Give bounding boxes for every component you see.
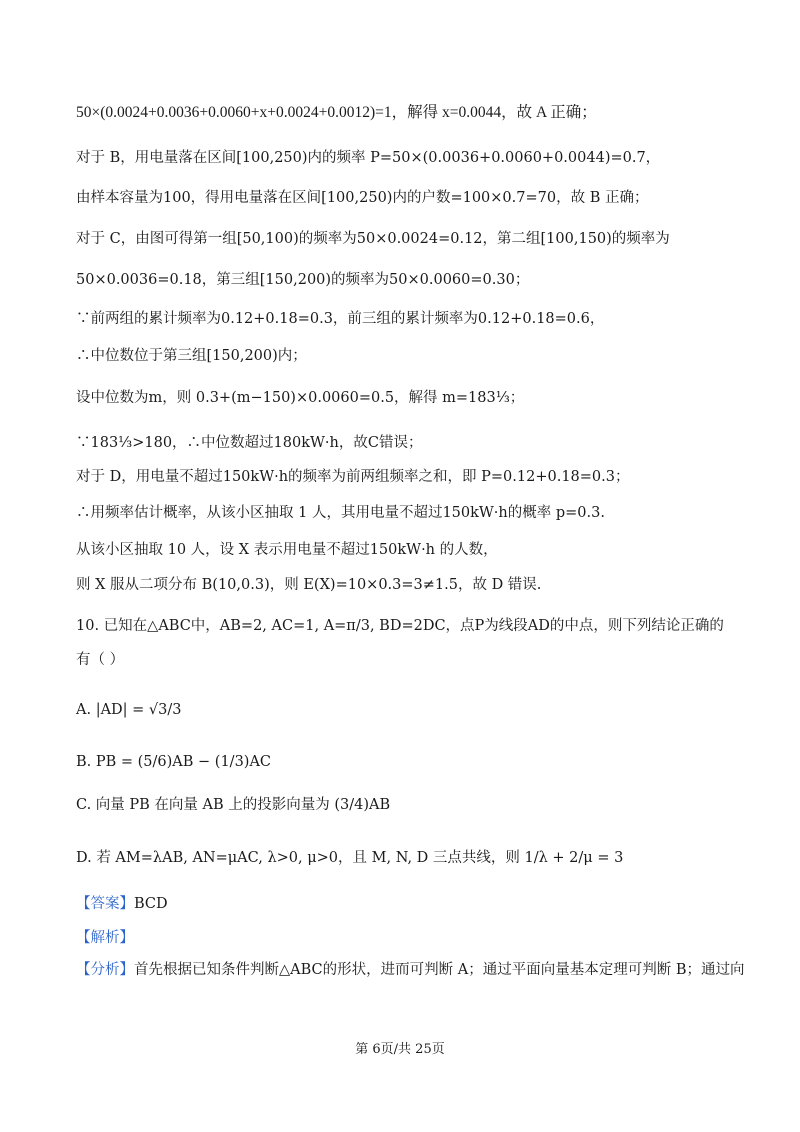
text-line: ∴中位数位于第三组[150,200)内； [76,348,307,364]
answer-line [76,894,760,914]
text-line: 从该小区抽取 10 人，设 X 表示用电量不超过150kW·h 的人数， [76,542,498,558]
section-text: BCD [134,896,168,912]
section-tag: 【分析】 [76,962,134,978]
text-line: ∴用频率估计概率，从该小区抽取 1 人，其用电量不超过150kW·h的概率 p=0.3. [76,505,605,521]
text-line: ∵183⅓>180，∴中位数超过180kW·h，故C错误； [76,435,423,451]
question-10-stem: 10. 已知在△ABC中，AB=2, AC=1, A=π/3, BD=2DC，点P为线段AD的中点，则下列结论正确的 [76,618,724,634]
text-line: ∵前两组的累计频率为0.12+0.18=0.3，前三组的累计频率为0.12+0.18=0.6， [76,311,605,327]
text-line: 对于 B，用电量落在区间[100,250)内的频率 P=50×(0.0036+0.0060+0.0044)=0.7， [76,150,661,166]
solution-heading [76,928,760,948]
page-footer: 第 6页/共 25页 [355,1042,445,1057]
text-line: 对于 C，由图可得第一组[50,100)的频率为50×0.0024=0.12，第二组[100,150)的频率为 [76,231,670,247]
option-d: D. 若 AM=λAB, AN=μAC, λ>0, μ>0，且 M, N, D 三点共线，则 1/λ + 2/μ = 3 [76,850,624,866]
analysis-line [76,960,760,980]
section-tag: 【答案】 [76,896,134,912]
question-10-stem-end: 有（ ） [76,652,125,668]
text-line: 对于 D，用电量不超过150kW·h的频率为前两组频率之和，即 P=0.12+0.18=0.3； [76,469,630,485]
text-line: 50×0.0036=0.18，第三组[150,200)的频率为50×0.0060=0.30； [76,272,530,288]
text-line: 则 X 服从二项分布 B(10,0.3)，则 E(X)=10×0.3=3≠1.5，故 D 错误. [76,577,542,593]
option-b: B. PB = (5/6)AB − (1/3)AC [76,754,272,770]
text-line: 50×(0.0024+0.0036+0.0060+x+0.0024+0.0012)=1，解得 x=0.0044，故 A 正确； [76,104,597,121]
option-a: A. |AD| = √3/3 [76,702,182,718]
text-line: 设中位数为m，则 0.3+(m−150)×0.0060=0.5，解得 m=183⅓； [76,390,525,406]
option-c: C. 向量 PB 在向量 AB 上的投影向量为 (3/4)AB [76,797,391,813]
text-line: 由样本容量为100，得用电量落在区间[100,250)内的户数=100×0.7=70，故 B 正确； [76,190,649,206]
section-text: 首先根据已知条件判断△ABC的形状，进而可判断 A；通过平面向量基本定理可判断 B；通过向 [134,962,745,978]
section-tag: 【解析】 [76,930,134,946]
